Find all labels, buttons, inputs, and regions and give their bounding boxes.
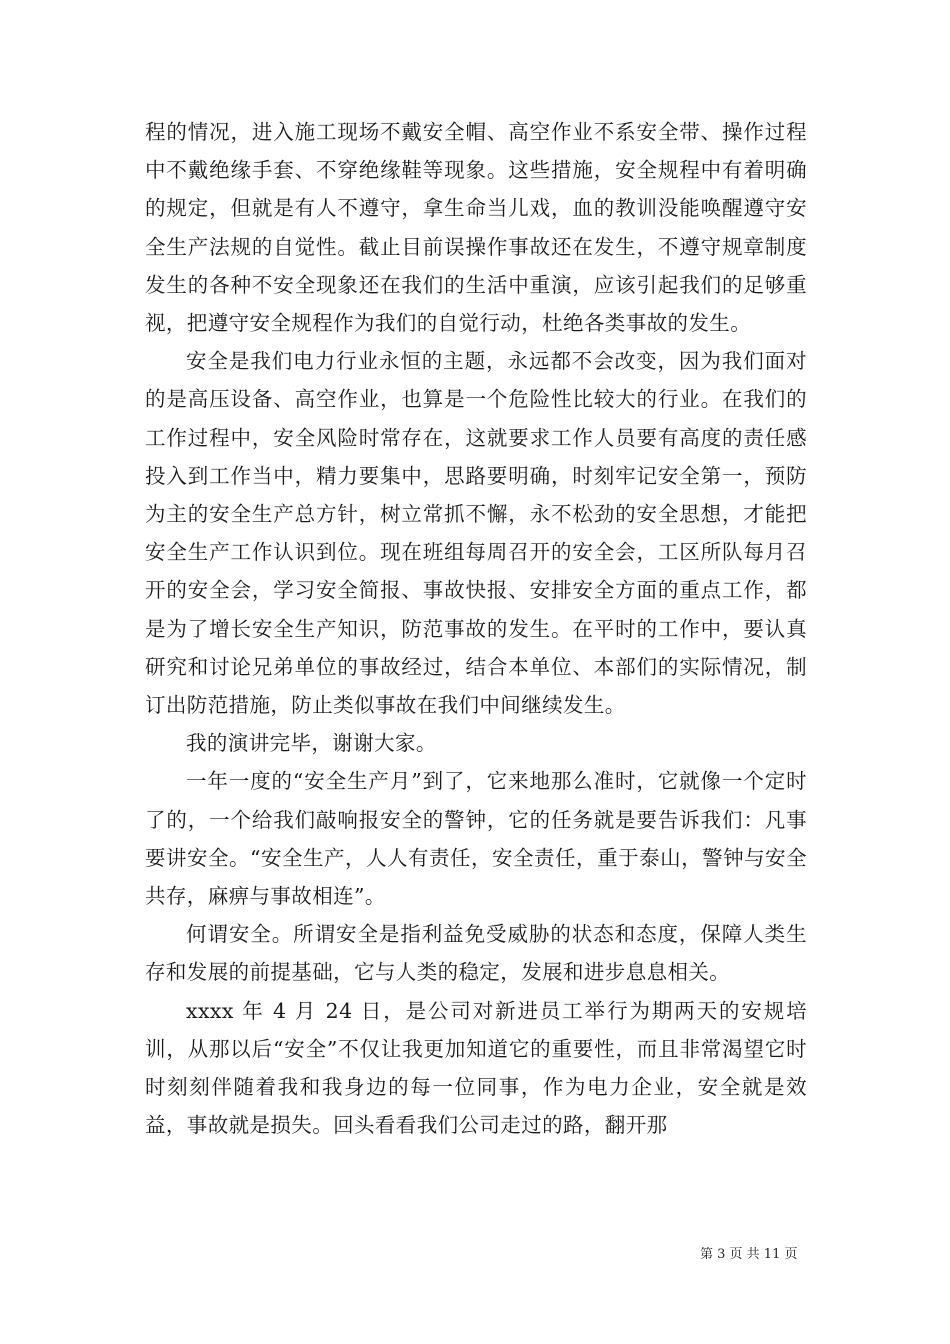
paragraph-3: 我的演讲完毕，谢谢大家。 <box>186 731 437 756</box>
paragraph-4: 一年一度的“安全生产月”到了，它来地那么准时，它就像一个定时了的，一个给我们敲响报安全的警钟，它的任务就是要告诉我们：凡事要讲安全。“安全生产，人人有责任，安全责任，重于泰山，警钟与安全共存，麻痹与事故相连”。 <box>145 769 807 909</box>
paragraph-5: 何谓安全。所谓安全是指利益免受威胁的状态和态度，保障人类生存和发展的前提基础，它与人类的稳定，发展和进步息息相关。 <box>145 922 807 985</box>
document-body <box>145 113 807 1144</box>
paragraph-6: xxxx 年 4 月 24 日，是公司对新进员工举行为期两天的安规培训，从那以后“安全”不仅让我更加知道它的重要性，而且非常渴望它时时刻刻伴随着我和我身边的每一位同事，作为电力企业，安全就是效益，事故就是损失。回头看看我们公司走过的路，翻开那 <box>145 998 807 1138</box>
paragraph-1: 程的情况，进入施工现场不戴安全帽、高空作业不系安全带、操作过程中不戴绝缘手套、不穿绝缘鞋等现象。这些措施，安全规程中有着明确的规定，但就是有人不遵守，拿生命当儿戏，血的教训没能唤醒遵守安全生产法规的自觉性。截止目前误操作事故还在发生，不遵守规章制度发生的各种不安全现象还在我们的生活中重演，应该引起我们的足够重视，把遵守安全规程作为我们的自觉行动，杜绝各类事故的发生。 <box>145 120 807 336</box>
paragraph-2: 安全是我们电力行业永恒的主题，永远都不会改变，因为我们面对的是高压设备、高空作业，也算是一个危险性比较大的行业。在我们的工作过程中，安全风险时常存在，这就要求工作人员要有高度的责任感投入到工作当中，精力要集中，思路要明确，时刻牢记安全第一，预防为主的安全生产总方针，树立常抓不懈，永不松劲的安全思想，才能把安全生产工作认识到位。现在班组每周召开的安全会，工区所队每月召开的安全会，学习安全简报、事故快报、安排安全方面的重点工作，都是为了增长安全生产知识，防范事故的发生。在平时的工作中，要认真研究和讨论兄弟单位的事故经过，结合本单位、本部们的实际情况，制订出防范措施，防止类似事故在我们中间继续发生。 <box>145 349 807 718</box>
page-number-footer: 第 3 页 共 11 页 <box>700 1247 798 1262</box>
